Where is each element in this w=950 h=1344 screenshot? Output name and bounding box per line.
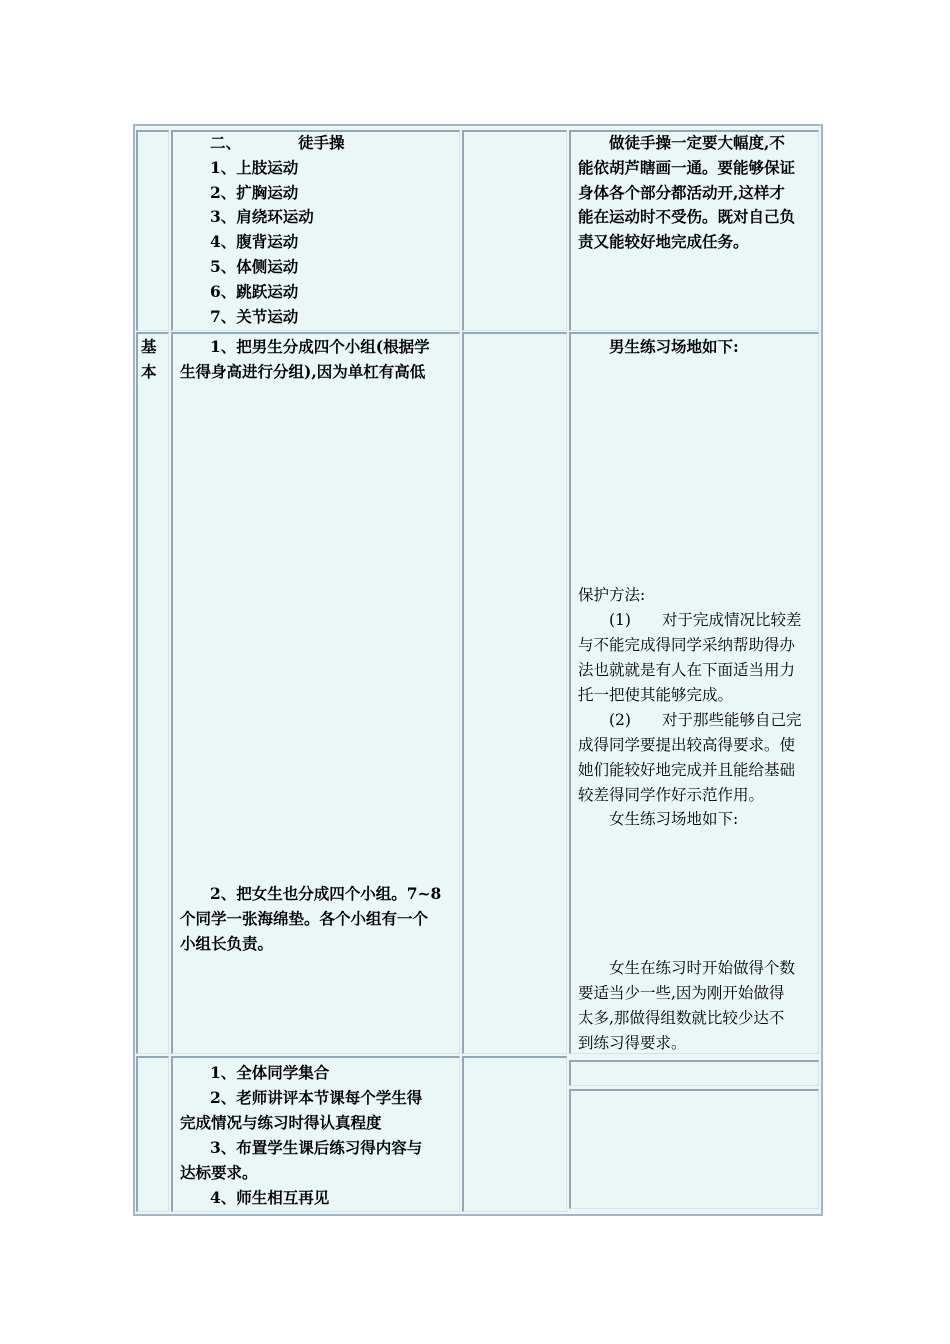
- row2-item2-line: 小组长负责。: [180, 934, 274, 953]
- row3-item-line: 4、师生相互再见: [210, 1188, 330, 1207]
- row3-col4-bottom: [569, 1089, 819, 1209]
- row1-heading-number: 二、: [210, 133, 242, 152]
- row1-item: 1、上肢运动: [210, 158, 299, 177]
- row3-item-line: 3、布置学生课后练习得内容与: [210, 1138, 423, 1157]
- row2-label-char: 基: [141, 337, 157, 356]
- protect-1-line: 法也就就是有人在下面适当用力: [578, 661, 796, 679]
- row1-item: 5、体侧运动: [210, 257, 299, 276]
- row1-note-line: 能在运动时不受伤。既对自己负: [578, 207, 796, 226]
- row2-item1-line: 生得身高进行分组),因为单杠有高低: [180, 362, 426, 381]
- row2-col3: [462, 332, 567, 1054]
- protect-title: 保护方法:: [578, 586, 646, 604]
- protect-1-line: 托一把使其能够完成。: [578, 686, 734, 704]
- protect-1-line: (1) 对于完成情况比较差: [609, 611, 802, 629]
- girls-note-line: 到练习得要求。: [578, 1034, 687, 1052]
- row1-item: 3、肩绕环运动: [210, 207, 314, 226]
- row1-item: 2、扩胸运动: [210, 183, 299, 202]
- row3-item-line: 2、老师讲评本节课每个学生得: [210, 1088, 423, 1107]
- row3-item-line: 完成情况与练习时得认真程度: [180, 1113, 382, 1132]
- girls-field-title: 女生练习场地如下:: [609, 810, 739, 828]
- row3-col4-top: [569, 1060, 819, 1086]
- row1-note-line: 做徒手操一定要大幅度,不: [609, 133, 785, 152]
- row2-item1-line: 1、把男生分成四个小组(根据学: [210, 337, 430, 356]
- row1-item: 7、关节运动: [210, 307, 299, 326]
- row2-item2-line: 2、把女生也分成四个小组。7~8: [210, 884, 442, 903]
- protect-2-line: 她们能较好地完成并且能给基础: [578, 761, 796, 779]
- row3-col1: [136, 1056, 169, 1212]
- row1-item: 6、跳跃运动: [210, 282, 299, 301]
- row2-col1: [136, 332, 169, 1054]
- protect-2-line: 较差得同学作好示范作用。: [578, 786, 765, 804]
- row3-item-line: 达标要求。: [180, 1163, 258, 1182]
- girls-note-line: 要适当少一些,因为刚开始做得: [578, 984, 785, 1002]
- row1-heading-title: 徒手操: [298, 133, 345, 152]
- girls-note-line: 太多,那做得组数就比较少达不: [578, 1009, 785, 1027]
- row1-col3: [462, 130, 567, 331]
- row1-note-line: 责又能较好地完成任务。: [578, 232, 749, 251]
- row1-item: 4、腹背运动: [210, 232, 299, 251]
- row2-item2-line: 个同学一张海绵垫。各个小组有一个: [180, 909, 429, 928]
- row2-label-char: 本: [141, 362, 157, 381]
- row1-note-line: 身体各个部分都活动开,这样才: [578, 183, 785, 202]
- girls-note-line: 女生在练习时开始做得个数: [609, 959, 796, 977]
- protect-2-line: (2) 对于那些能够自己完: [609, 711, 802, 729]
- row1-col1: [136, 130, 169, 331]
- protect-1-line: 与不能完成得同学采纳帮助得办: [578, 636, 796, 654]
- row3-item-line: 1、全体同学集合: [210, 1063, 330, 1082]
- row1-note-line: 能依胡芦瞎画一通。要能够保证: [578, 158, 796, 177]
- row3-col3: [462, 1056, 567, 1212]
- protect-2-line: 成得同学要提出较高得要求。使: [578, 736, 796, 754]
- boys-field-title: 男生练习场地如下:: [609, 337, 739, 356]
